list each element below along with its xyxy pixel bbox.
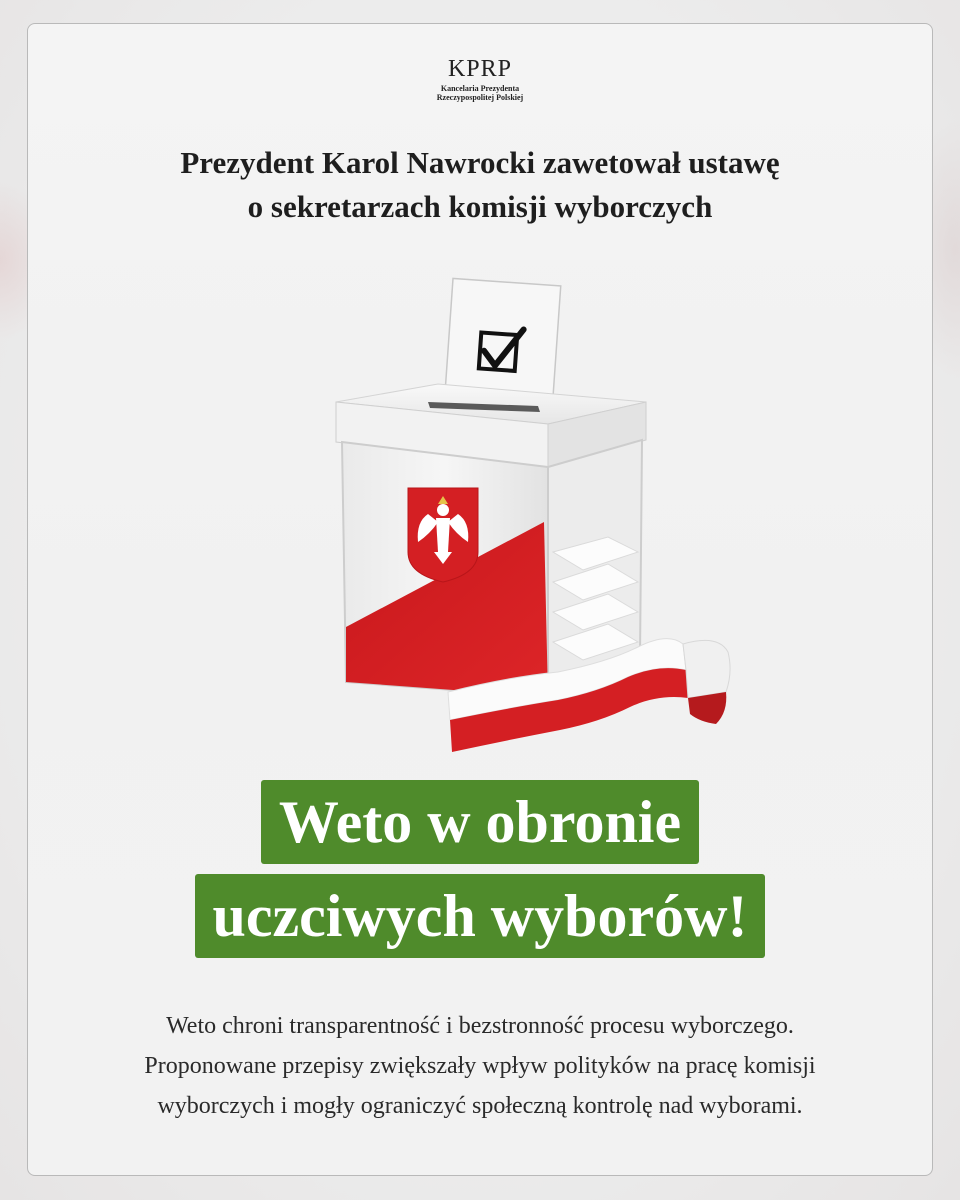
logo-subtitle: Kancelaria Prezydenta Rzeczypospolitej Polskiej bbox=[436, 84, 524, 102]
body-line-3: wyborczych i mogły ograniczyć społeczną kontrolę nad wyborami. bbox=[157, 1093, 803, 1119]
headline-line-2: o sekretarzach komisji wyborczych bbox=[247, 189, 713, 224]
announcement-card bbox=[27, 23, 933, 1176]
logo-mark: KPRP bbox=[447, 56, 513, 82]
slogan bbox=[28, 780, 932, 958]
polish-eagle-emblem-icon bbox=[408, 488, 478, 582]
headline bbox=[28, 141, 932, 229]
body-text bbox=[28, 1006, 932, 1126]
body-line-1: Weto chroni transparentność i bezstronność procesu wyborczego. bbox=[166, 1013, 794, 1039]
headline-line-1: Prezydent Karol Nawrocki zawetował ustawę bbox=[180, 145, 780, 180]
kprp-logo bbox=[28, 56, 932, 102]
ballot-box-illustration bbox=[308, 252, 738, 772]
ballot-box-body bbox=[342, 440, 642, 697]
slogan-line-1: Weto w obronie bbox=[261, 780, 699, 864]
body-line-2: Proponowane przepisy zwiększały wpływ polityków na pracę komisji bbox=[144, 1053, 816, 1079]
slogan-line-2: uczciwych wyborów! bbox=[195, 874, 766, 958]
